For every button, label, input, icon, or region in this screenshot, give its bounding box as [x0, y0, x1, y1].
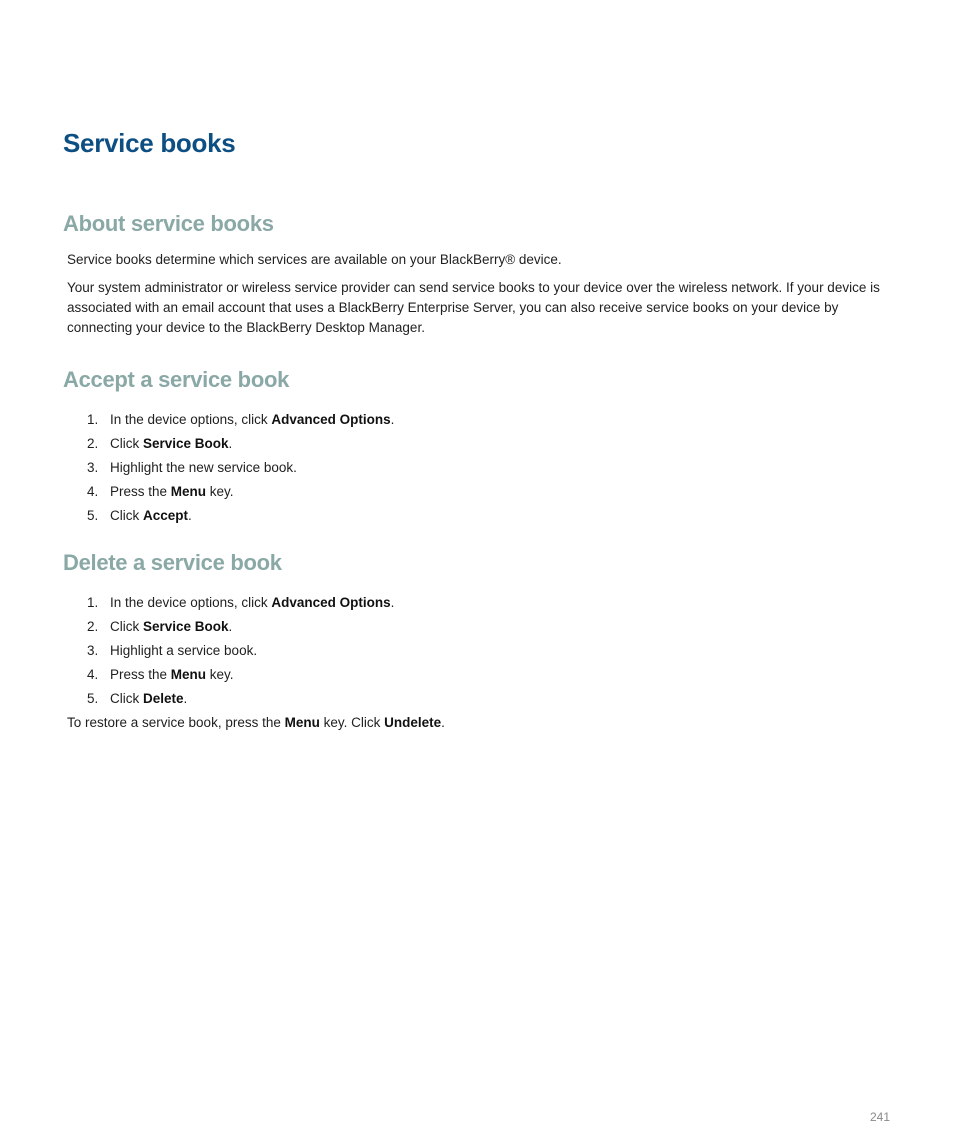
list-item: 5. Click Accept. [87, 508, 192, 523]
section-heading-accept: Accept a service book [63, 367, 290, 392]
about-paragraph-2: Your system administrator or wireless service provider can send service books to your device over the wireless network. If your device is associated with an email account that uses a BlackBerry Enterprise Server, you can also receive service books on your device by connecting your device to the BlackBerry Desktop Manager. [67, 280, 880, 335]
list-item: 4. Press the Menu key. [87, 484, 234, 499]
page-title: Service books [63, 128, 236, 158]
section-heading-about: About service books [63, 211, 274, 236]
delete-steps-list [87, 593, 394, 713]
list-item: 3. Highlight a service book. [87, 643, 258, 658]
list-item: 2. Click Service Book. [87, 436, 233, 451]
restore-note: To restore a service book, press the Menu key. Click Undelete. [67, 715, 445, 730]
section-heading-delete: Delete a service book [63, 550, 282, 575]
list-item: 1. In the device options, click Advanced Options. [87, 595, 395, 610]
page-number: 241 [869, 1110, 890, 1124]
list-item: 3. Highlight the new service book. [87, 460, 297, 475]
list-item: 5. Click Delete. [87, 691, 188, 706]
list-item: 4. Press the Menu key. [87, 667, 234, 682]
accept-steps-list [87, 410, 394, 530]
about-paragraph-1: Service books determine which services are available on your BlackBerry® device. [67, 252, 562, 267]
list-item: 2. Click Service Book. [87, 619, 233, 634]
list-item: 1. In the device options, click Advanced Options. [87, 412, 395, 427]
